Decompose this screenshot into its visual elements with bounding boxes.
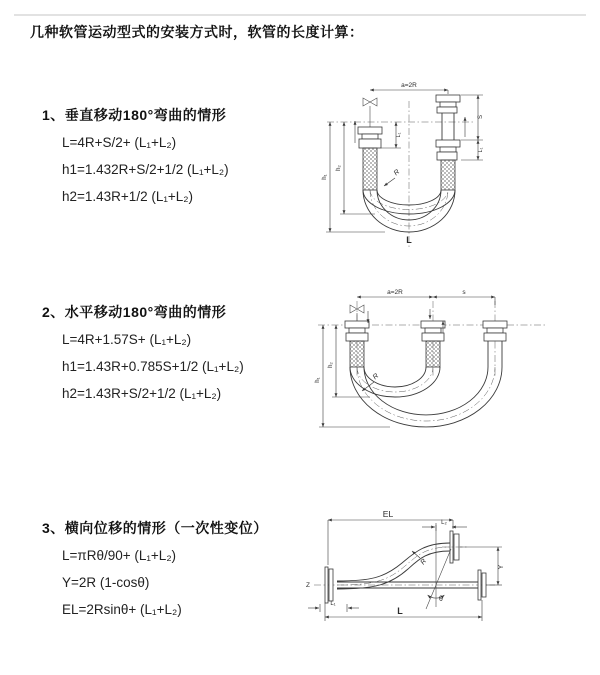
length-label: L xyxy=(397,606,403,616)
left-flange-hub xyxy=(329,569,333,601)
mid-fitting-body xyxy=(422,333,444,341)
mid-fitting-nut xyxy=(421,321,445,328)
radius-label: R xyxy=(392,168,402,178)
right-fitting-neck xyxy=(487,328,503,333)
left-fitting-nut xyxy=(358,127,382,134)
hose-arc-centerline-2 xyxy=(370,190,448,226)
radius-leader xyxy=(384,178,395,186)
scan-artifact-line xyxy=(14,14,586,16)
dim-label-span: a=2R xyxy=(387,289,403,296)
right-top-fitting-body xyxy=(437,107,457,113)
formula-y: Y=2R (1-cosθ) xyxy=(62,575,150,590)
formula-el: EL=2Rsinθ+ (L₁+L₂) xyxy=(62,602,182,617)
dim-label-h2: h₂ xyxy=(336,165,342,171)
right-fitting-body xyxy=(484,333,506,341)
dim-label-l2: L₂ xyxy=(441,520,447,526)
dim-label-l1-right: L₁ xyxy=(478,147,484,153)
section-1-heading: 1、垂直移动180°弯曲的情形 xyxy=(42,107,227,123)
dim-label-h1: h₁ xyxy=(315,377,321,383)
section-lateral-displacement xyxy=(42,519,312,618)
dim-label-l1: L₁ xyxy=(330,601,336,607)
formula-h1: h1=1.432R+S/2+1/2 (L₁+L₂) xyxy=(62,162,229,177)
right-lower-fitting-body xyxy=(437,152,457,160)
page-title: 几种软管运动型式的安装方式时，软管的长度计算： xyxy=(30,24,364,40)
left-braid-section xyxy=(350,341,364,367)
section-vertical-movement xyxy=(42,106,312,205)
left-fitting-neck xyxy=(362,134,378,139)
diagram-lateral-displacement-svg xyxy=(300,505,600,645)
left-flange-plate xyxy=(325,567,328,603)
diagram-horizontal-bend xyxy=(310,285,590,460)
right-fitting-nut xyxy=(483,321,507,328)
dim-label-el: EL xyxy=(382,509,394,519)
diagram-vertical-bend-svg xyxy=(315,75,590,255)
left-fitting-neck xyxy=(349,328,365,333)
formula-length: L=πRθ/90+ (L₁+L₂) xyxy=(62,548,177,563)
right-top-fitting-neck xyxy=(440,102,456,107)
left-fitting-body xyxy=(359,139,381,148)
left-braid-section xyxy=(363,148,377,190)
section-horizontal-movement xyxy=(42,303,312,402)
length-label: L xyxy=(406,235,412,245)
right-flange-hub xyxy=(482,573,486,597)
centerline-end-label: Z xyxy=(306,582,310,589)
diagram-horizontal-bend-svg xyxy=(310,285,590,455)
right-top-fitting-nut xyxy=(436,95,460,102)
section-3-heading: 3、横向位移的情形（一次性变位） xyxy=(42,520,268,536)
right-lower-fitting-neck xyxy=(440,147,456,152)
left-fitting-body xyxy=(346,333,368,341)
mid-fitting-neck xyxy=(425,328,441,333)
dim-label-h1: h₁ xyxy=(322,174,328,180)
hose-wall-top xyxy=(337,543,450,581)
diagram-vertical-bend xyxy=(315,75,590,260)
hose-wall-bottom xyxy=(337,551,450,589)
formula-h2: h2=1.43R+S/2+1/2 (L₁+L₂) xyxy=(62,386,222,401)
hose-arc-centerline-1 xyxy=(357,367,433,392)
diagram-lateral-displacement xyxy=(300,505,600,650)
hose-arc-outer-1 xyxy=(350,367,440,397)
dim-label-h2: h₂ xyxy=(328,362,334,368)
right-flange-plate xyxy=(478,570,481,600)
radius-label: R xyxy=(371,372,381,382)
right-lower-fitting-nut xyxy=(436,140,460,147)
dim-label-l1-left: L₁ xyxy=(396,132,402,138)
angle-label: θ xyxy=(439,596,443,603)
dim-label-s: s xyxy=(462,289,466,296)
radius-label: R xyxy=(419,557,429,567)
formula-h2: h2=1.43R+1/2 (L₁+L₂) xyxy=(62,189,194,204)
formula-length: L=4R+S/2+ (L₁+L₂) xyxy=(62,135,177,150)
formula-length: L=4R+1.57S+ (L₁+L₂) xyxy=(62,332,192,347)
left-fitting-nut xyxy=(345,321,369,328)
section-2-heading: 2、水平移动180°弯曲的情形 xyxy=(42,304,227,320)
valve-icon xyxy=(363,98,377,106)
formula-h1: h1=1.43R+0.785S+1/2 (L₁+L₂) xyxy=(62,359,244,374)
dim-label-y: Y xyxy=(498,564,505,570)
right-braid-section xyxy=(441,160,455,190)
mid-braid-section xyxy=(426,341,440,367)
dim-label-span: a=2R xyxy=(401,82,417,89)
dim-label-s: S xyxy=(478,114,484,120)
hose-arc-inner-2 xyxy=(364,367,488,415)
